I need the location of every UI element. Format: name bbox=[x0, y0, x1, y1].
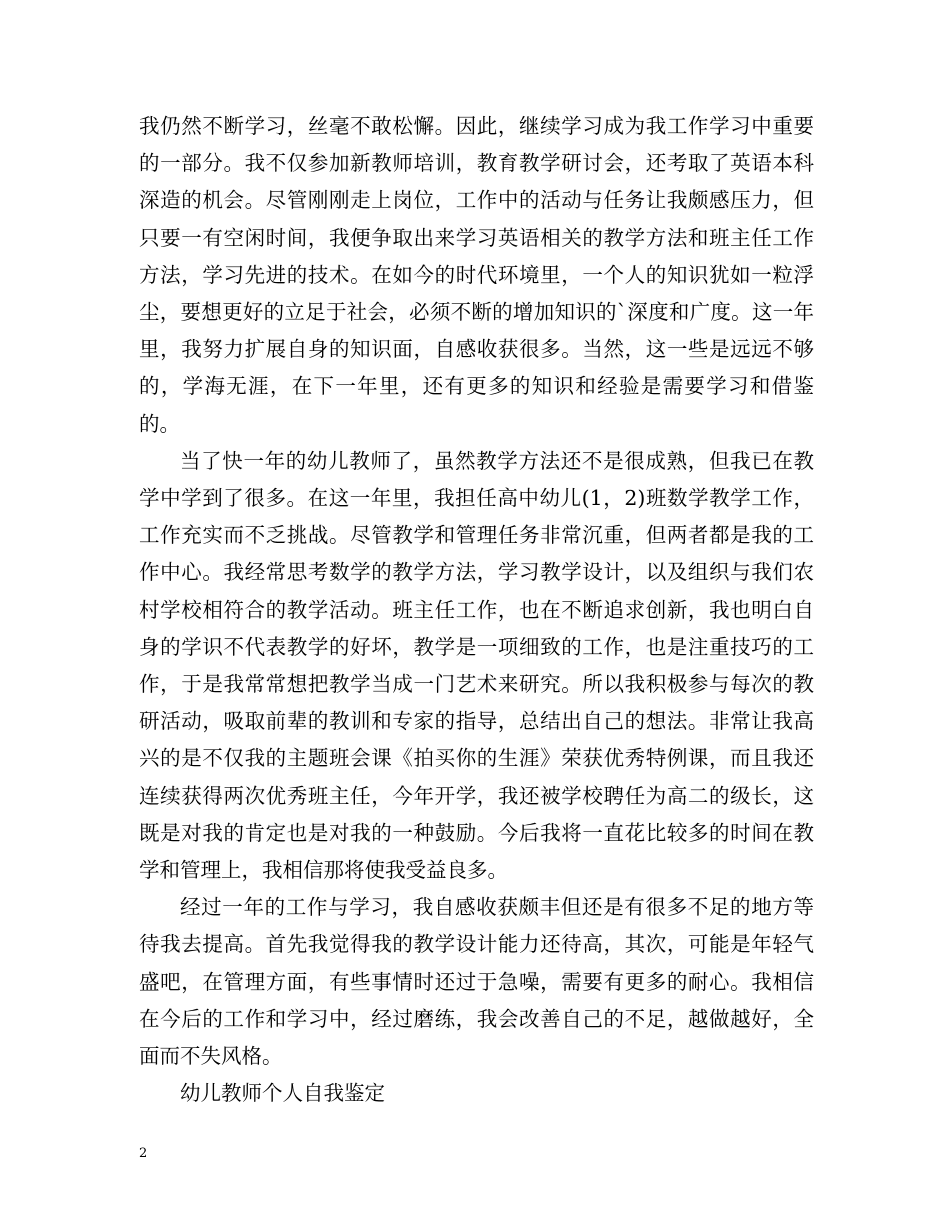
paragraph-3: 经过一年的工作与学习，我自感收获颇丰但还是有很多不足的地方等待我去提高。首先我觉得我的教学设计能力还待高，其次，可能是年轻气盛吧，在管理方面，有些事情时还过于急噪，需要有更多的耐心。我相信在今后的工作和学习中，经过磨练，我会改善自己的不足，越做越好，全面而不失风格。 bbox=[139, 895, 814, 1069]
paragraph-2: 当了快一年的幼儿教师了，虽然教学方法还不是很成熟，但我已在教学中学到了很多。在这一年里，我担任高中幼儿(1，2)班数学教学工作，工作充实而不乏挑战。尽管教学和管理任务非常沉重，但两者都是我的工作中心。我经常思考数学的教学方法，学习教学设计，以及组织与我们农村学校相符合的教学活动。班主任工作，也在不断追求创新，我也明白自身的学识不代表教学的好坏，教学是一项细致的工作，也是注重技巧的工作，于是我常常想把教学当成一门艺术来研究。所以我积极参与每次的教研活动，吸取前辈的教训和专家的指导，总结出自己的想法。非常让我高兴的是不仅我的主题班会课《拍买你的生涯》荣获优秀特例课，而且我还连续获得两次优秀班主任，今年开学，我还被学校聘任为高二的级长，这既是对我的肯定也是对我的一种鼓励。今后我将一直花比较多的时间在教学和管理上，我相信那将使我受益良多。 bbox=[139, 448, 814, 883]
page-number: 2 bbox=[139, 1146, 148, 1161]
paragraph-1: 我仍然不断学习，丝毫不敢松懈。因此，继续学习成为我工作学习中重要的一部分。我不仅参加新教师培训，教育教学研讨会，还考取了英语本科深造的机会。尽管刚刚走上岗位，工作中的活动与任务让我颇感压力，但只要一有空闲时间，我便争取出来学习英语相关的教学方法和班主任工作方法，学习先进的技术。在如今的时代环境里，一个人的知识犹如一粒浮尘，要想更好的立足于社会，必须不断的增加知识的`深度和广度。这一年里，我努力扩展自身的知识面，自感收获很多。当然，这一些是远远不够的，学海无涯，在下一年里，还有更多的知识和经验是需要学习和借鉴的。 bbox=[139, 114, 814, 436]
document-body bbox=[139, 108, 814, 1112]
section-heading: 幼儿教师个人自我鉴定 bbox=[180, 1081, 385, 1106]
